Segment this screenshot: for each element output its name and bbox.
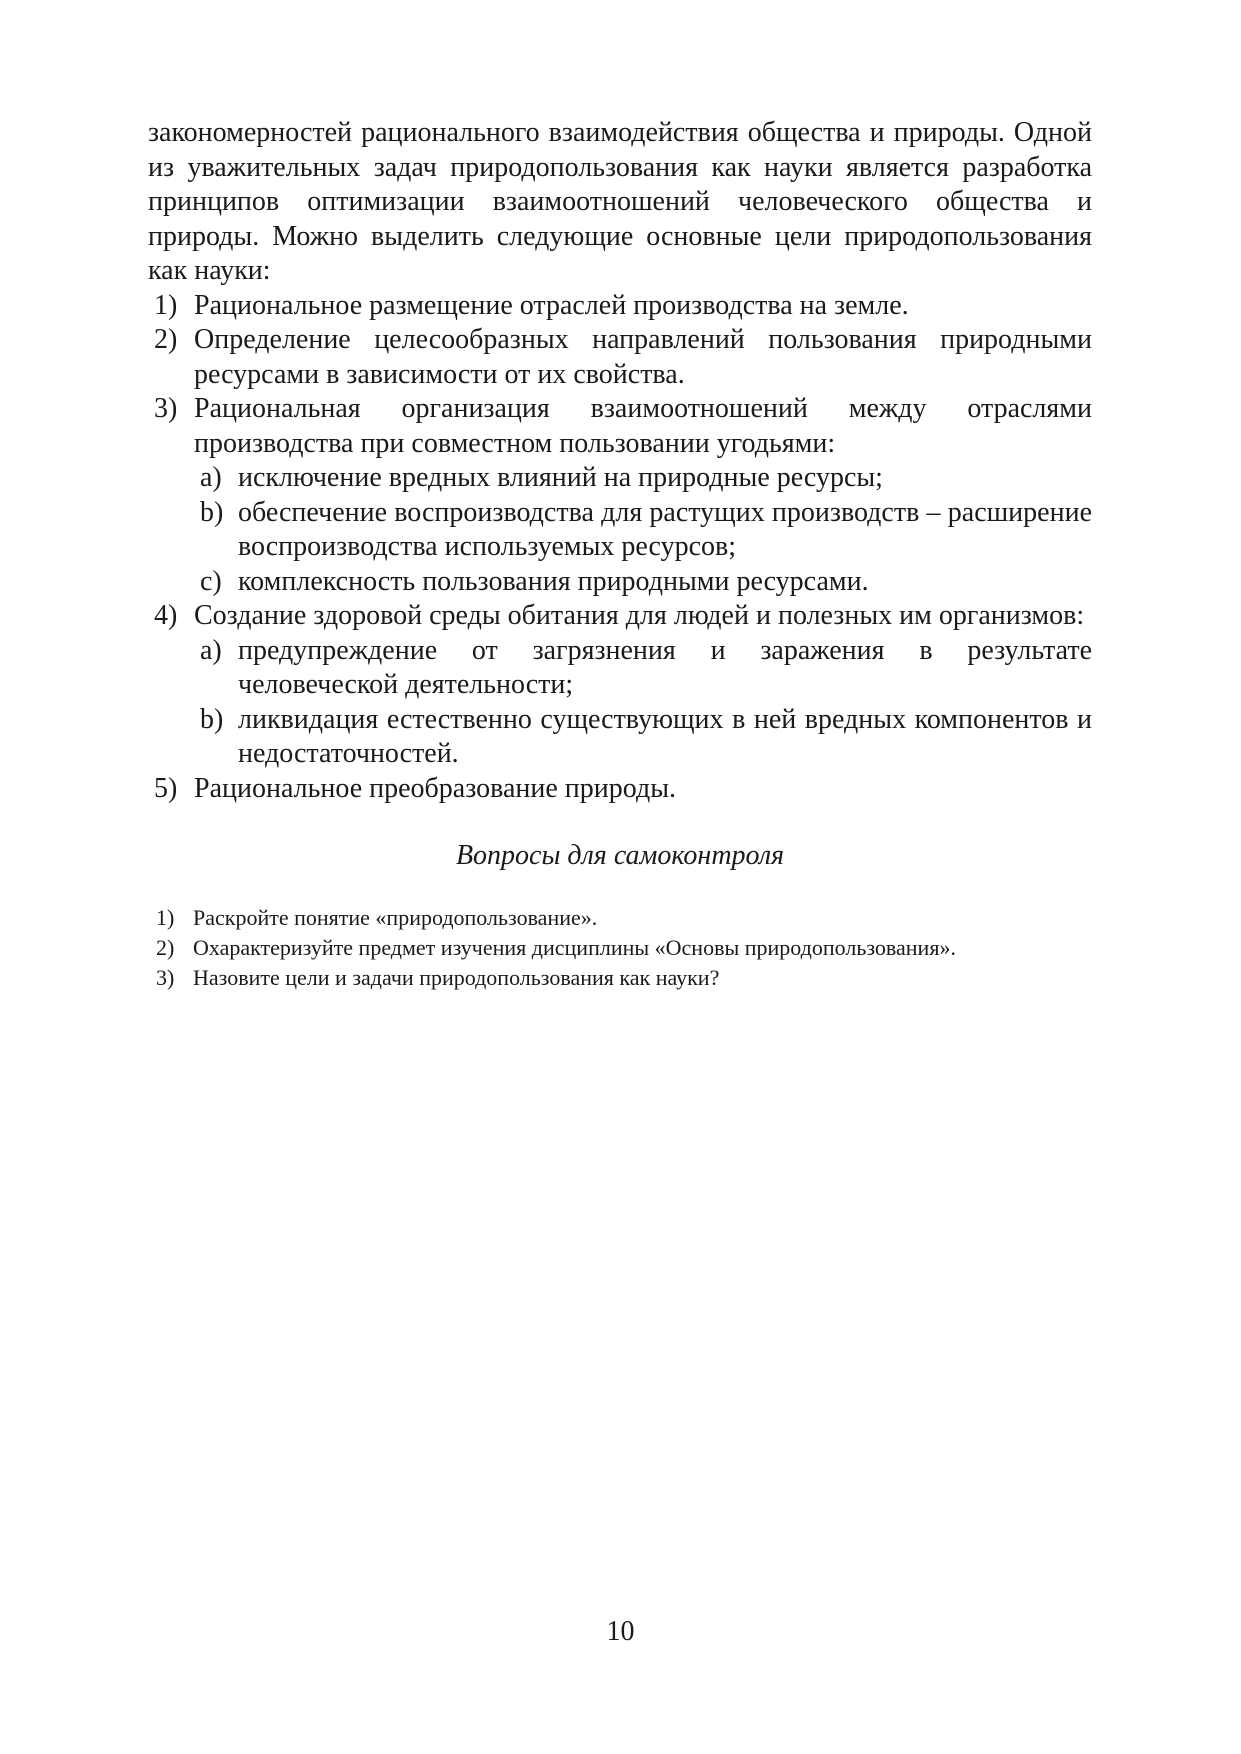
question-text: Раскройте понятие «природопользование».	[193, 905, 598, 930]
goal-number: 2)	[154, 324, 178, 355]
page-number: 10	[606, 1616, 635, 1647]
goal-text: Создание здоровой среды обитания для людей и полезных им организмов:	[194, 600, 1085, 631]
goal-3-sublist	[194, 461, 1092, 599]
question-number: 1)	[156, 905, 175, 930]
question-item	[148, 933, 1092, 963]
goal-item-4	[148, 599, 1092, 772]
goal-item-3	[148, 392, 1092, 599]
questions-list	[148, 903, 1092, 993]
sub-item	[194, 496, 1092, 565]
goals-list	[148, 289, 1092, 807]
question-text: Охарактеризуйте предмет изучения дисциплины «Основы природопользования».	[193, 935, 956, 960]
sub-item	[194, 461, 1092, 496]
sub-item-text: ликвидация естественно существующих в ней вредных компонентов и недостаточностей.	[238, 703, 1092, 769]
sub-item-letter: c)	[200, 565, 222, 597]
goal-item-2	[148, 323, 1092, 392]
sub-item-text: предупреждение от загрязнения и заражения в результате человеческой деятельности;	[238, 634, 1092, 700]
goal-text: Рациональное размещение отраслей производства на земле.	[194, 289, 909, 321]
section-title: Вопросы для самоконтроля	[455, 840, 785, 871]
goal-item-1	[148, 289, 1092, 324]
sub-item-text: исключение вредных влияний на природные ресурсы;	[238, 462, 883, 493]
goal-number: 3)	[154, 393, 178, 424]
question-item	[148, 963, 1092, 993]
sub-item-letter: b)	[200, 703, 224, 735]
sub-item-text: комплексность пользования природными ресурсами.	[238, 565, 869, 597]
page-body	[148, 116, 1092, 993]
goal-number: 5)	[154, 772, 178, 804]
goal-text: Рациональное преобразование природы.	[194, 772, 677, 804]
goal-number: 4)	[154, 600, 178, 631]
sub-item	[194, 565, 1092, 600]
goal-number: 1)	[154, 289, 178, 321]
question-item	[148, 903, 1092, 933]
sub-item-letter: a)	[200, 462, 222, 493]
question-number: 2)	[156, 935, 175, 960]
sub-item-letter: a)	[200, 634, 222, 666]
goal-item-5	[148, 772, 1092, 807]
question-number: 3)	[156, 965, 175, 990]
goal-text: Рациональная организация взаимоотношений между отраслями производства при совместном пользовании угодьями:	[194, 393, 1092, 459]
sub-item	[194, 634, 1092, 703]
goal-text: Определение целесообразных направлений пользования природными ресурсами в зависимости от их свойства.	[194, 324, 1092, 390]
sub-item-letter: b)	[200, 496, 224, 528]
goal-4-sublist	[194, 634, 1092, 772]
question-text: Назовите цели и задачи природопользования как науки?	[193, 965, 720, 990]
sub-item	[194, 703, 1092, 772]
sub-item-text: обеспечение воспроизводства для растущих производств – расширение воспроизводства используемых ресурсов;	[238, 496, 1092, 562]
intro-paragraph: закономерностей рационального взаимодействия общества и природы. Одной из уважительных задач природопользования как науки является разработка принципов оптимизации взаимоотношений человеческого общества и природы. Можно выделить следующие основные цели природопользования как науки:	[148, 117, 1092, 286]
